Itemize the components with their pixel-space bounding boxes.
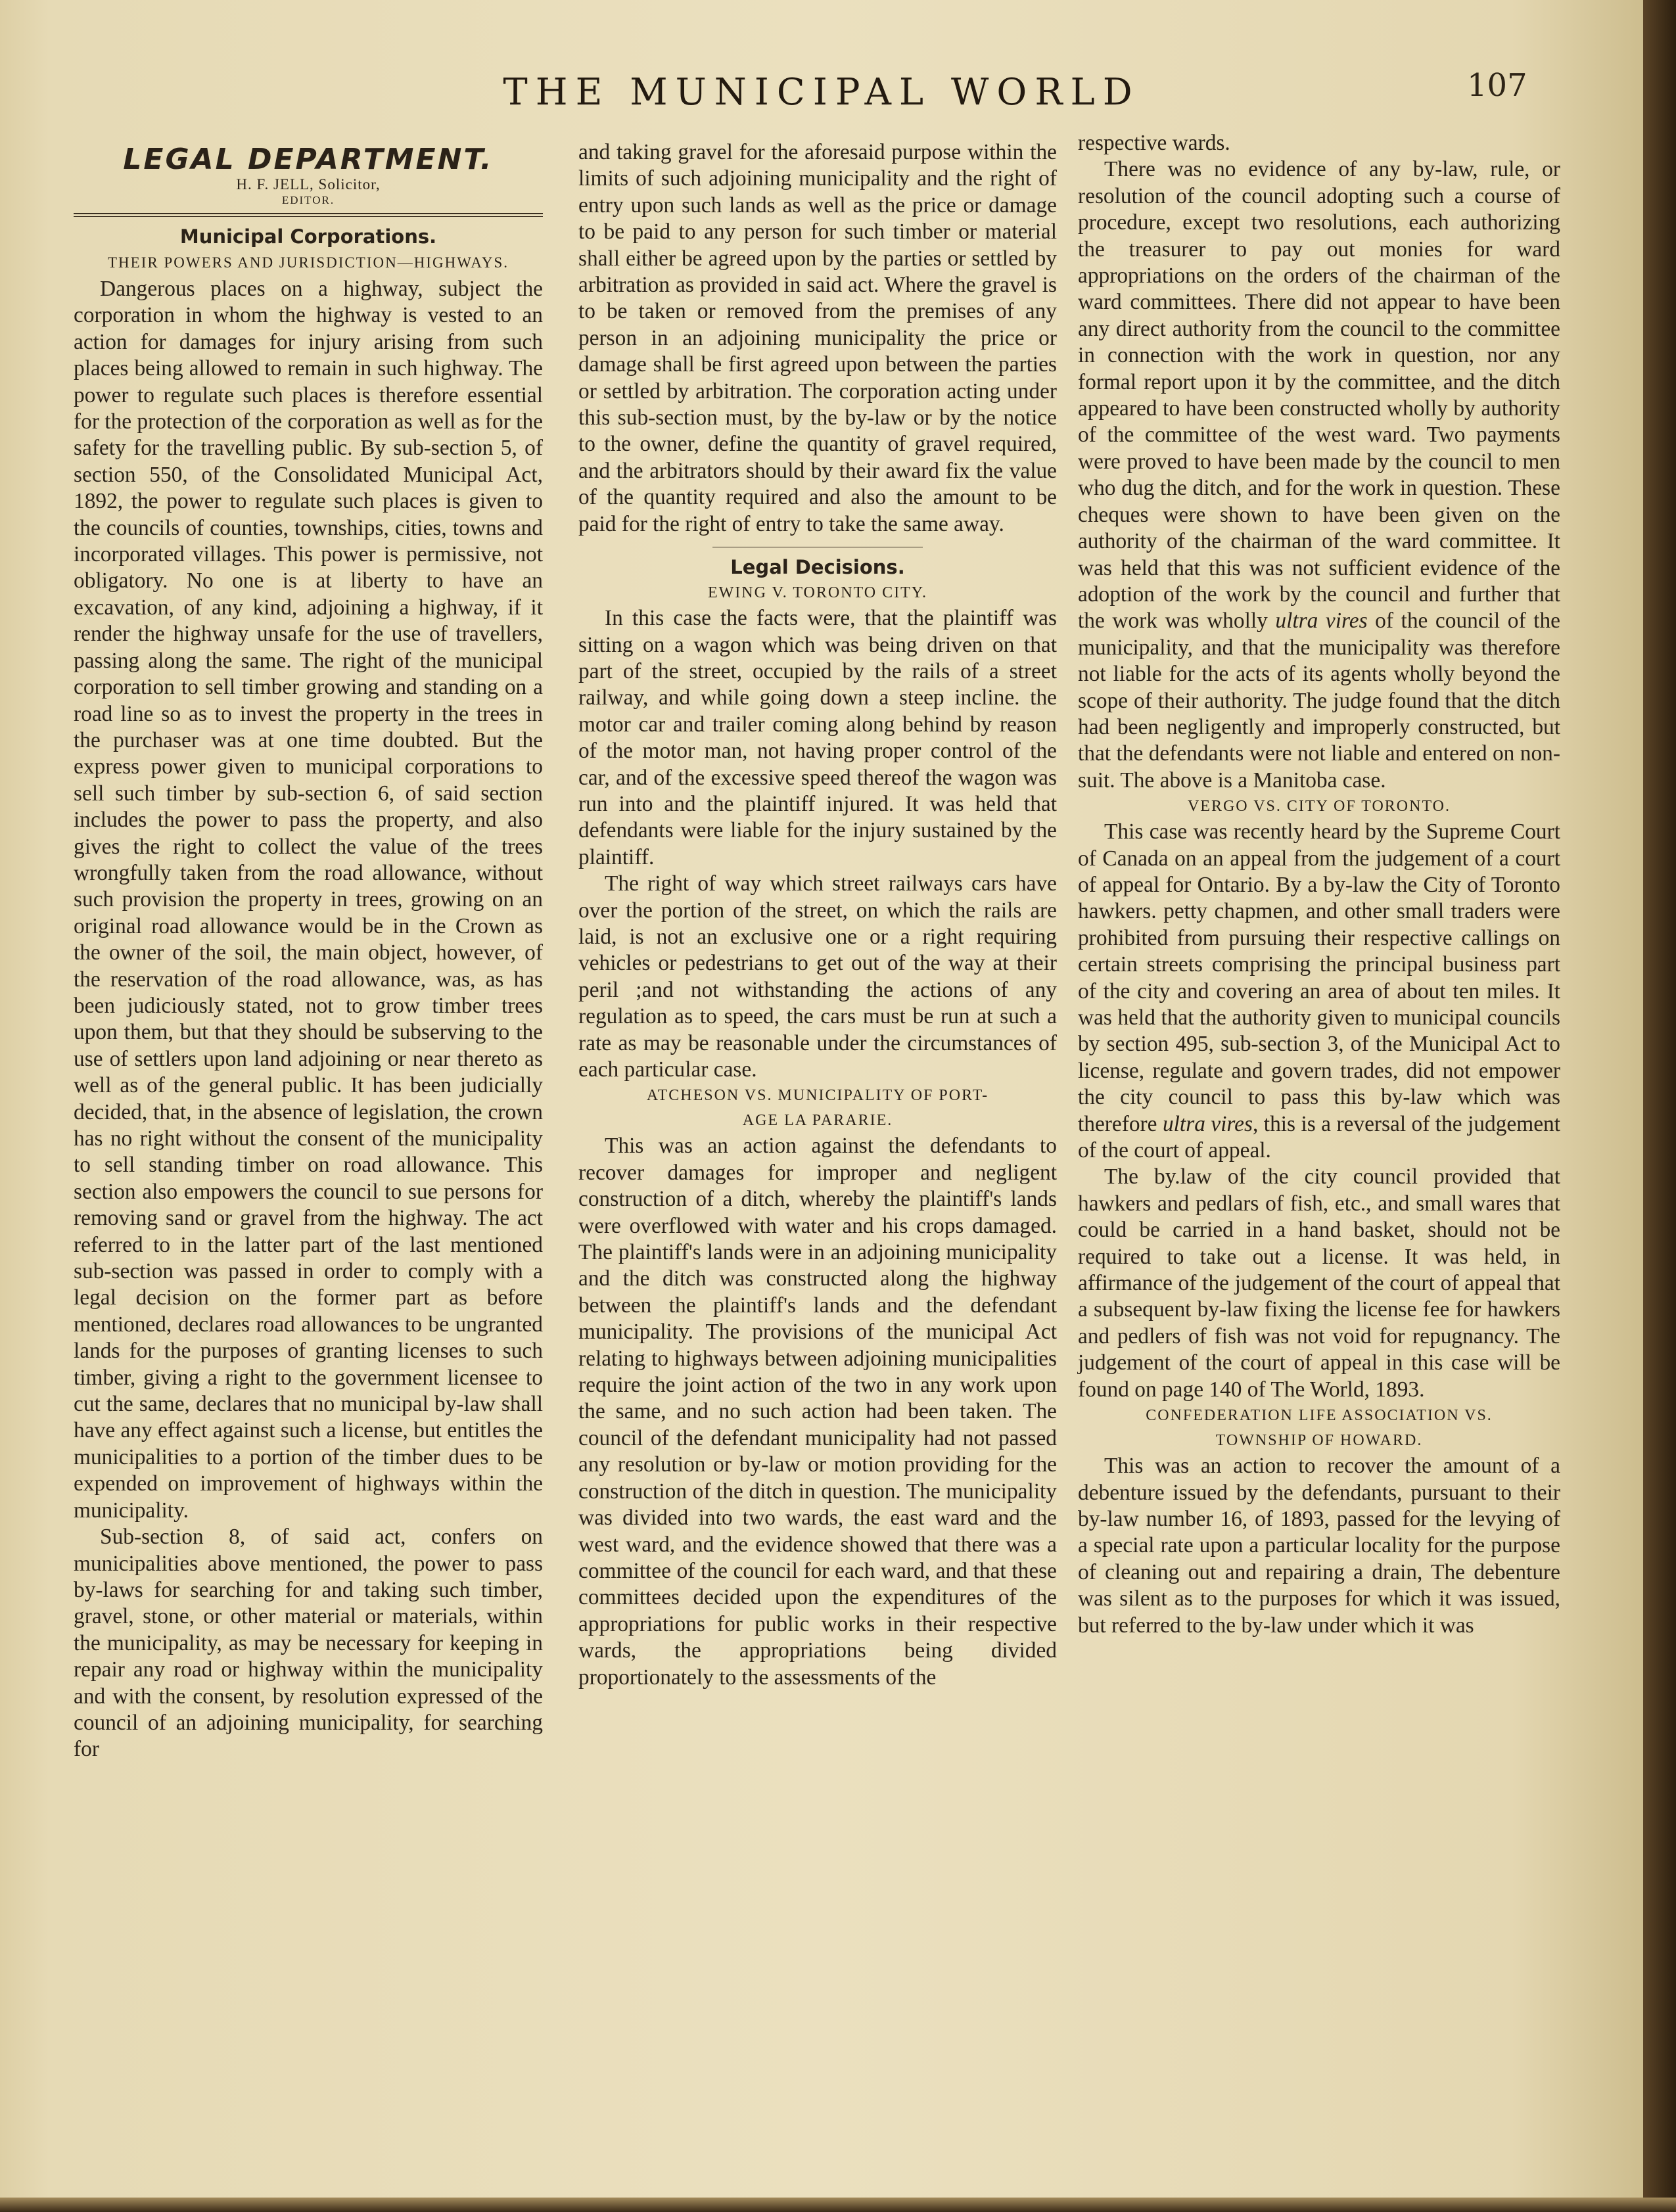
- paragraph: and taking gravel for the aforesaid purpose within the limits of such adjoining municipality and the right of entry upon such lands as well as the price or damage to be paid to any person for such timber or material shall either be agreed upon by the parties or settled by arbitration as provided in said act. Where the gravel is to be taken or removed from the premises of any person in an adjoining municipality the price or damage shall be first agreed upon between the parties or settled by arbitration. The corporation acting under this sub-section must, by the by-law or by the notice to the owner, define the quantity of gravel required, and the arbitrators should by their award fix the value of the quantity required and also the amount to be paid for the right of entry to take the same away.: [578, 140, 1057, 536]
- section-heading: Legal Decisions.: [730, 556, 905, 579]
- column-3: [1078, 130, 1560, 1639]
- case-title: ATCHESON VS. MUNICIPALITY OF PORT- AGE LA PARARIE.: [646, 1087, 989, 1130]
- italic-term: ultra vires: [1162, 1111, 1253, 1136]
- section-subheading: THEIR POWERS AND JURISDICTION—HIGHWAYS.: [108, 254, 509, 271]
- paragraph: Dangerous places on a highway, subject the corporation in whom the highway is vested to an action for damages for injury arising from such places being allowed to remain in such highway. The power to regulate such places is therefore essential for the protection of the corporation as well as for the safety for the travelling public. By sub-section 5, of section 550, of the Consolidated Municipal Act, 1892, the power to regulate such places is given to the councils of counties, townships, cities, towns and incorporated villages. This power is permissive, not obligatory. No one is at liberty to have an excavation, of any kind, adjoining a highway, if it render the highway unsafe for the use of travellers, passing along the same. The right of the municipal corporation to sell timber growing and standing on a road line so as to invest the property in the trees in the purchaser was at one time doubted. But the express power given to municipal corporations to sell such timber by sub-section 6, of said section includes the power to pass the property, and also gives the right to collect the value of the trees wrongfully taken from the road allowance, without such provision the property in trees, growing on an original road allowance would be in the Crown as the owner of the soil, the main object, however, of the reservation of the road allowance, was, as has been judiciously stated, not to grow timber trees upon them, but that they should be subserving to the use of settlers upon land adjoining or near thereto as well as of the general public. It has been judicially decided, that, in the absence of legislation, the crown has no right without the consent of the municipality to sell standing timber on road allowance. This section also empowers the council to sue persons for removing sand or gravel from the highway. The act referred to in the latter part of the last mentioned sub-section was passed in order to comply with a legal decision on the former part as before mentioned, declares road allowances to be ungranted lands for the purposes of granting licenses to such timber, giving a right to the government licensee to cut the same, declares that no municipal by-law shall have any effect against such a license, but entitles the municipalities to a portion of the timber dues to be expended on improvement of highways within the municipality.: [74, 277, 543, 1523]
- italic-term: ultra vires: [1275, 609, 1368, 634]
- column-2: [578, 139, 1057, 1691]
- book-spine: [1643, 0, 1676, 2212]
- paragraph: Sub-section 8, of said act, confers on municipalities above mentioned, the power to pass by-laws for searching for and taking such timber, gravel, stone, or other material or materials, within the municipality, as may be necessary for keeping in repair any road or highway within the municipality and with the consent, by resolution expressed of the council of an adjoining municipality, for searching for: [74, 1525, 543, 1762]
- editor-role: EDITOR.: [281, 194, 335, 206]
- divider: [74, 213, 543, 217]
- case-title: EWING V. TORONTO CITY.: [707, 584, 928, 602]
- paragraph: In this case the facts were, that the plaintiff was sitting on a wagon which was being driven on that part of the street, occupied by the rails of a street railway, and while going down a steep incline. the motor car and trailer coming along behind by reason of the motor man, not having proper control of the car, and of the excessive speed thereof the wagon was run into and the plaintiff injured. It was held that defendants were liable for the injury sustained by the plaintiff.: [578, 606, 1057, 869]
- paragraph: respective wards.: [1078, 131, 1230, 155]
- masthead: THE MUNICIPAL WORLD: [503, 71, 1140, 114]
- paragraph: There was no evidence of any by-law, rule, or resolution of the council adopting such a course of procedure, except two resolutions, each authorizing the treasurer to pay out monies for ward appropriations on the orders of the chairman of the ward committees. There did not appear to have been any direct authority from the council to the committee in connection with the work in question, nor any formal report upon it by the committee, and the ditch appeared to have been constructed wholly by authority of the committee of the west ward. Two payments were proved to have been made by the council to men who dug the ditch, and for the work in question. These cheques were shown to have been given on the authority of the chairman of the ward committee. It was held that this was not sufficient evidence of the adoption of the work by the council and further that the work was wholly ultra vires of the council of the municipality, and that the municipality was therefore not liable for the acts of its agents wholly beyond the scope of their authority. The judge found that the ditch had been negligently and improperly constructed, but that the defendants were not liable and entered on non-suit. The above is a Manitoba case.: [1078, 157, 1560, 793]
- section-heading: Municipal Corporations.: [179, 225, 437, 248]
- column-1: [74, 139, 543, 1763]
- paragraph: This was an action against the defendants to recover damages for improper and negligent construction of a ditch, whereby the plaintiff's lands were overflowed with water and his crops damaged. The plaintiff's lands were in an adjoining municipality and the ditch was constructed along the highway between the plaintiff's lands and the defendant municipality. The provisions of the municipal Act relating to highways between adjoining municipalities require the joint action of the two in any work upon the same, and no such action had been taken. The council of the defendant municipality had not passed any resolution or by-law or motion providing for the construction of the ditch in question. The municipality was divided into two wards, the east ward and the west ward, and the evidence showed that there was a committee of the council for each ward, and that these committees decided upon the expenditures of the appropriations for public works in their respective wards, the appropriations being divided proportionately to the assessments of the: [578, 1134, 1057, 1690]
- case-title: CONFEDERATION LIFE ASSOCIATION VS. TOWNSHIP OF HOWARD.: [1146, 1407, 1493, 1450]
- department-title: LEGAL DEPARTMENT.: [123, 143, 494, 176]
- paragraph: The right of way which street railways cars have over the portion of the street, on which the rails are laid, is not an exclusive one or a right requiring vehicles or pedestrians to get out of the way at their peril ;and not withstanding the actions of any regulation as to speed, the cars must be run at such a rate as may be reasonable under the circumstances of each particular case.: [578, 871, 1057, 1082]
- page-edge: [0, 2198, 1676, 2212]
- paragraph: This case was recently heard by the Supreme Court of Canada on an appeal from the judgement of a court of appeal for Ontario. By a by-law the City of Toronto hawkers. petty chapmen, and other small traders were prohibited from pursuing their respective callings on certain streets comprising the principal business part of the city and covering an area of about ten miles. It was held that the authority given to municipal councils by section 495, sub-section 3, of the Municipal Act to license, regulate and govern trades, did not empower the city council to pass this by-law which was therefore ultra vires, this is a reversal of the judgement of the court of appeal.: [1078, 819, 1560, 1163]
- paragraph: This was an action to recover the amount of a debenture issued by the defendants, pursuant to their by-law number 16, of 1893, passed for the levying of a special rate upon a particular locality for the purpose of cleaning out and repairing a drain, The debenture was silent as to the purposes for which it was issued, but referred to the by-law under which it was: [1078, 1454, 1560, 1638]
- page-number: 107: [1467, 67, 1527, 104]
- case-title: VERGO VS. CITY OF TORONTO.: [1187, 798, 1451, 816]
- paragraph: The by.law of the city council provided that hawkers and pedlars of fish, etc., and small wares that could be carried in a hand basket, should not be required to take out a license. It was held, in affirmance of the judgement of the court of appeal that a subsequent by-law fixing the license fee for hawkers and pedlers of fish was not void for repugnancy. The judgement of the court of appeal in this case will be found on page 140 of The World, 1893.: [1078, 1164, 1560, 1402]
- editor-name: H. F. JELL, Solicitor,: [236, 176, 381, 193]
